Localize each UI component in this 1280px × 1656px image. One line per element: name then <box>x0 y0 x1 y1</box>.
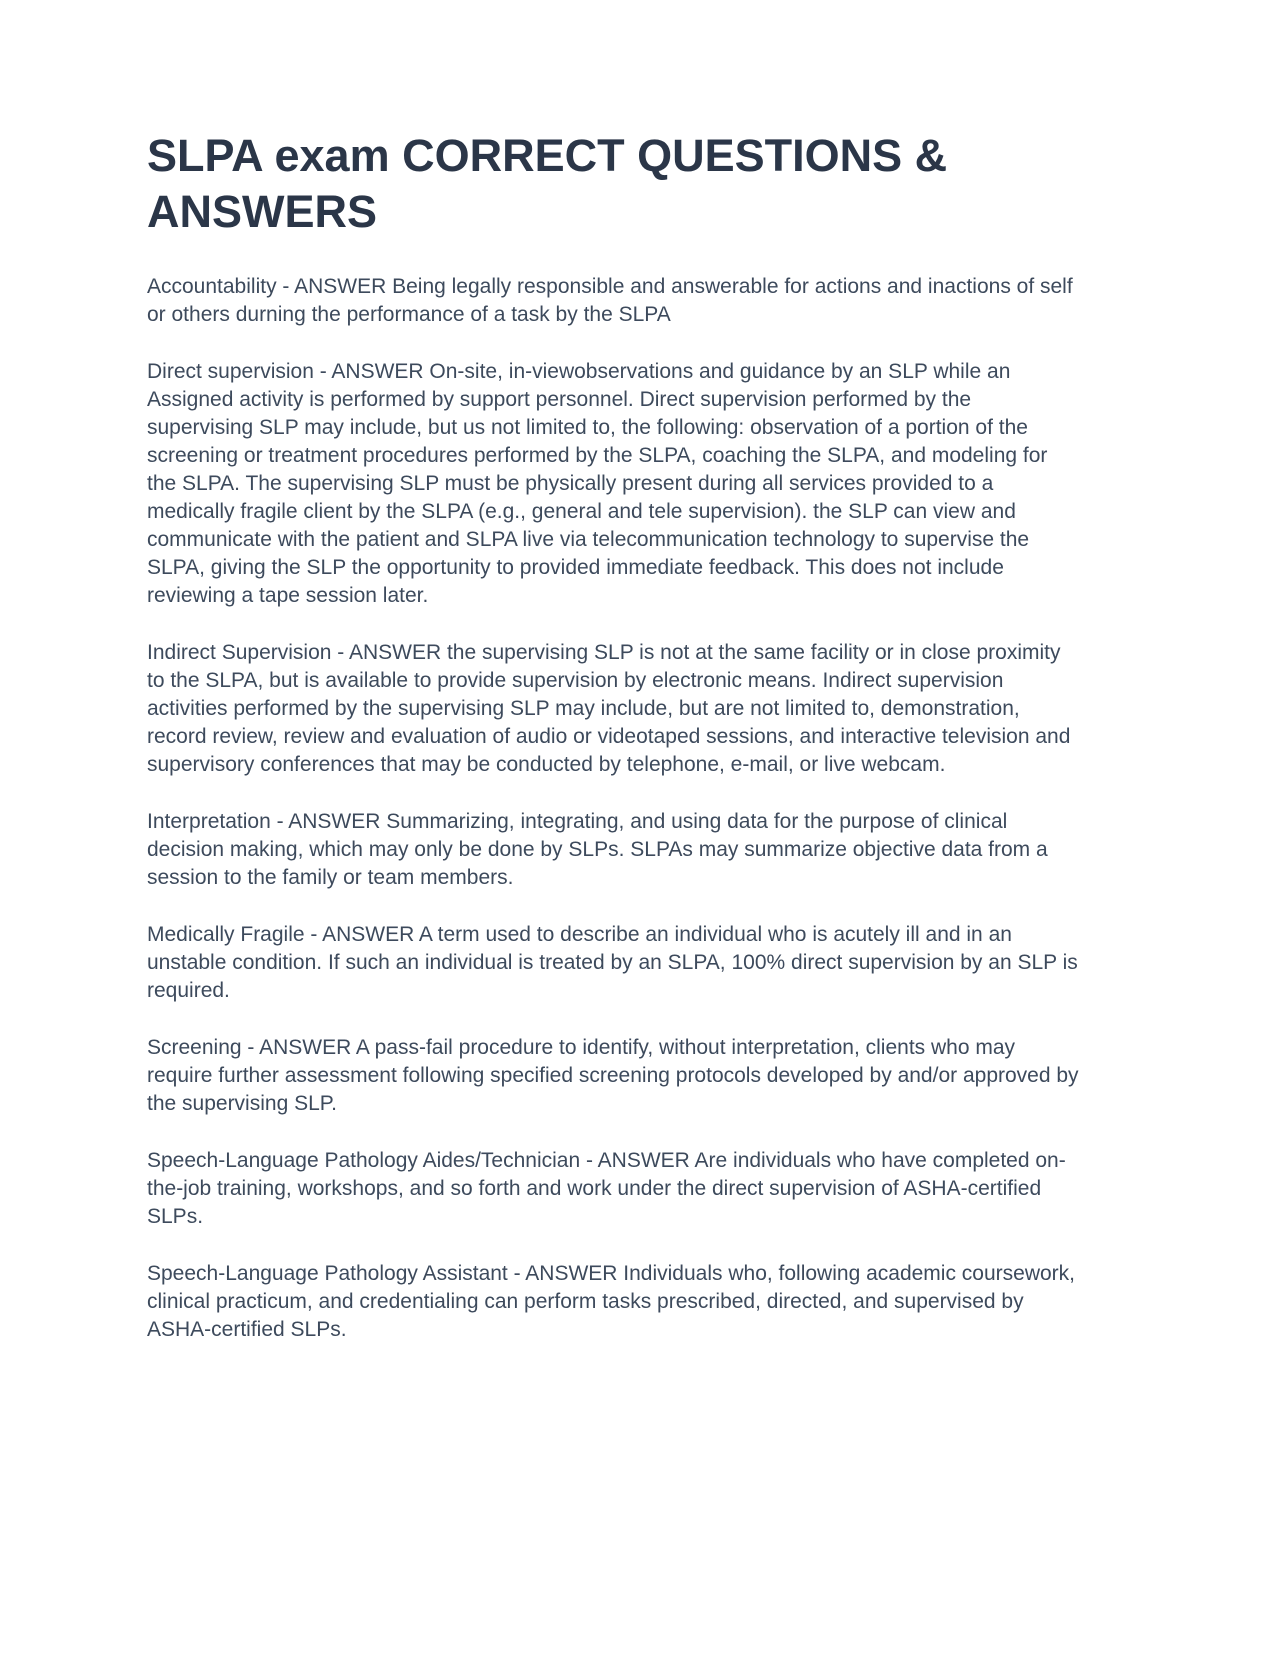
qa-item <box>147 808 1079 892</box>
qa-definition: the supervising SLP is not at the same facility or in close proximity to the SLPA, but is available to provide supervision by electronic means. Indirect supervision activities performed by the supervising SLP may include, but are not limited to, demonstration, record review, review and evaluation of audio or videotaped sessions, and interactive television and supervisory conferences that may be conducted by telephone, e-mail, or live webcam. <box>147 640 1071 776</box>
qa-answer-separator: - ANSWER <box>270 809 387 833</box>
qa-definition: A term used to describe an individual who is acutely ill and in an unstable condition. If such an individual is treated by an SLPA, 100% direct supervision by an SLP is required. <box>147 922 1078 1002</box>
qa-item <box>147 1147 1079 1231</box>
qa-answer-separator: - ANSWER <box>276 274 393 298</box>
qa-definition: Individuals who, following academic coursework, clinical practicum, and credentialing can perform tasks prescribed, directed, and supervised by ASHA-certified SLPs. <box>147 1261 1075 1341</box>
qa-term: Speech-Language Pathology Assistant <box>147 1261 508 1285</box>
page-title: SLPA exam CORRECT QUESTIONS & ANSWERS <box>147 130 948 238</box>
qa-item <box>147 639 1079 779</box>
qa-definition: A pass-fail procedure to identify, without interpretation, clients who may require further assessment following specified screening protocols developed by and/or approved by the supervising SLP. <box>147 1035 1079 1115</box>
document-body <box>147 273 1079 1344</box>
qa-answer-separator: - ANSWER <box>331 640 447 664</box>
qa-term: Medically Fragile <box>147 922 305 946</box>
qa-definition: Summarizing, integrating, and using data for the purpose of clinical decision making, which may only be done by SLPs. SLPAs may summarize objective data from a session to the family or team members. <box>147 809 1048 889</box>
qa-answer-separator: - ANSWER <box>241 1035 356 1059</box>
qa-item <box>147 358 1079 610</box>
qa-term: Indirect Supervision <box>147 640 332 664</box>
qa-answer-separator: - ANSWER <box>507 1261 624 1285</box>
qa-item <box>147 1034 1079 1118</box>
qa-item <box>147 1260 1079 1344</box>
qa-answer-separator: - ANSWER <box>580 1148 695 1172</box>
qa-definition: Being legally responsible and answerable for actions and inactions of self or others durning the performance of a task by the SLPA <box>147 274 1073 326</box>
qa-term: Screening <box>147 1035 242 1059</box>
qa-answer-separator: - ANSWER <box>304 922 419 946</box>
qa-definition: On-site, in-viewobservations and guidance by an SLP while an Assigned activity is performed by support personnel. Direct supervision performed by the supervising SLP may include, but us not limited to, the following: observation of a portion of the screening or treatment procedures performed by the SLPA, coaching the SLPA, and modeling for the SLPA. The supervising SLP must be physically present during all services provided to a medically fragile client by the SLPA (e.g., general and tele supervision). the SLP can view and communicate with the patient and SLPA live via telecommunication technology to supervise the SLPA, giving the SLP the opportunity to provided immediate feedback. This does not include reviewing a tape session later. <box>147 359 1048 607</box>
qa-item <box>147 921 1079 1005</box>
qa-item <box>147 273 1079 329</box>
qa-term: Speech-Language Pathology Aides/Technician <box>147 1148 581 1172</box>
qa-term: Accountability <box>147 274 277 298</box>
qa-definition: Are individuals who have completed on-the-job training, workshops, and so forth and work under the direct supervision of ASHA-certified SLPs. <box>147 1148 1066 1228</box>
qa-answer-separator: - ANSWER <box>313 359 430 383</box>
qa-term: Direct supervision <box>147 359 314 383</box>
qa-term: Interpretation <box>147 809 271 833</box>
